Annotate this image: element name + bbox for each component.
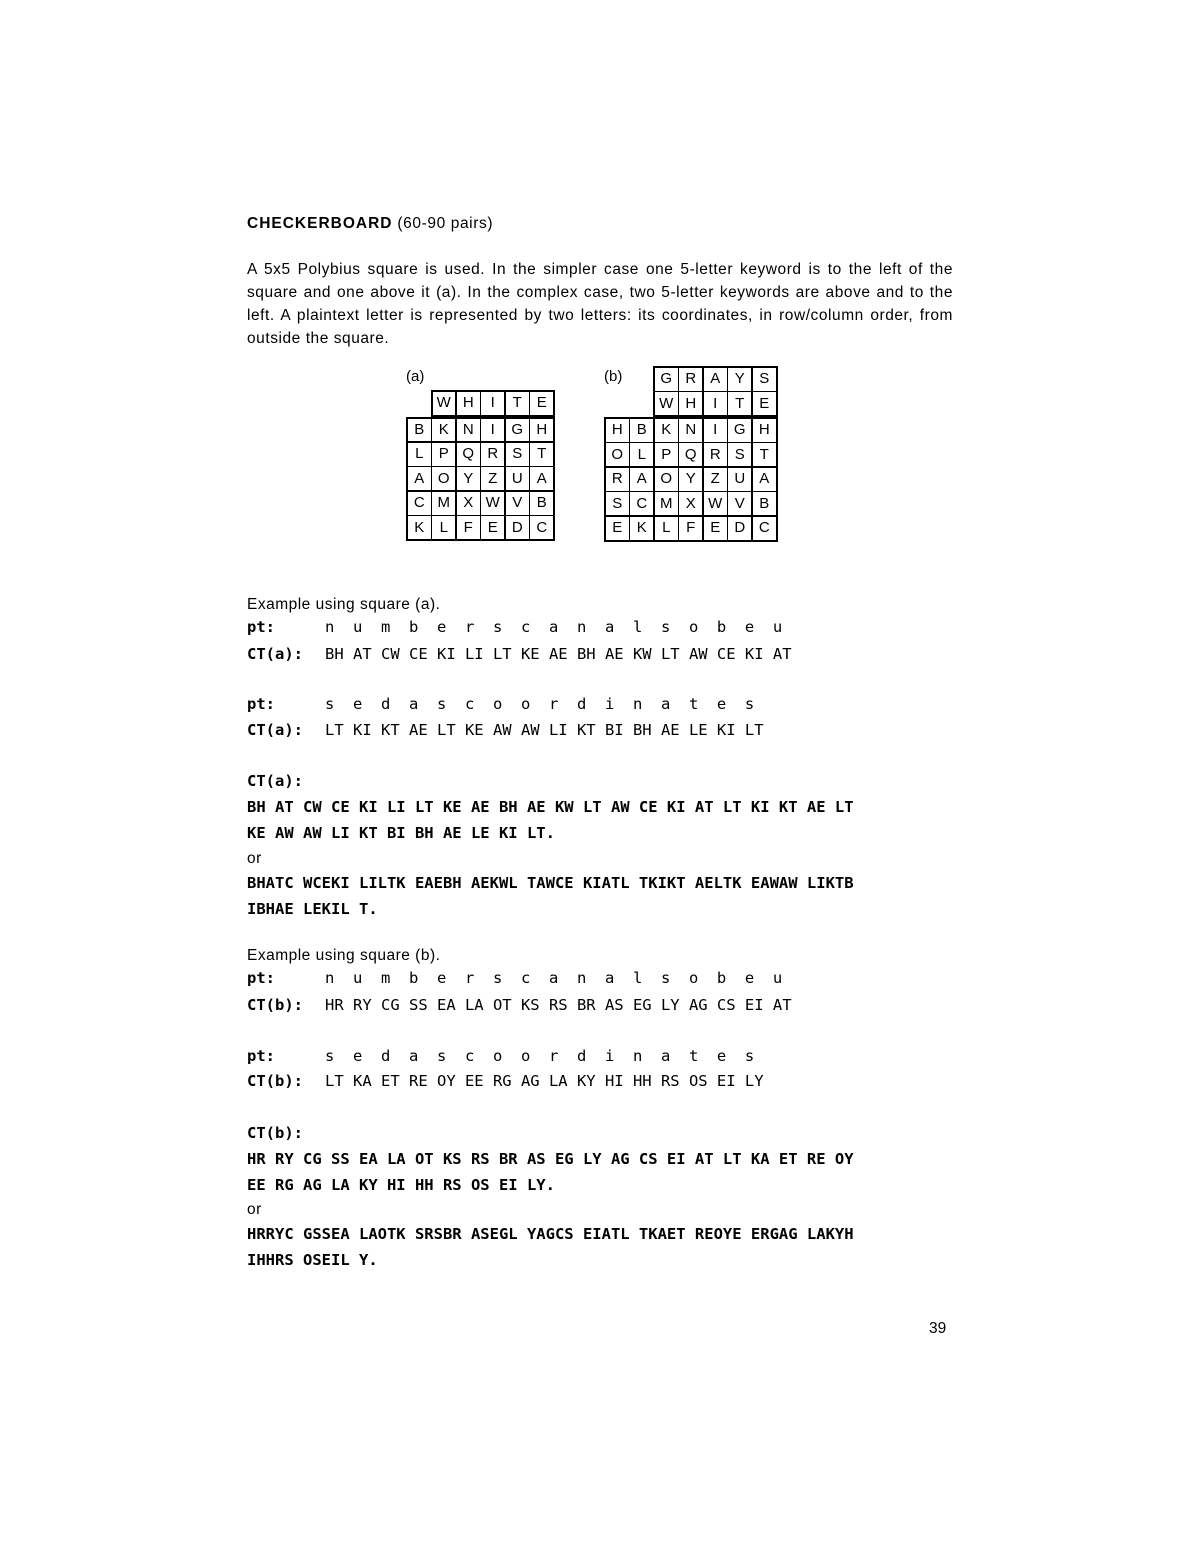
pt-label: pt: — [247, 695, 275, 713]
grid-letter: S — [512, 445, 523, 462]
ciphertext-line: LT KI KT AE LT KE AW AW LI KT BI BH AE LE KI LT — [325, 721, 764, 739]
grid-letter: D — [734, 519, 746, 536]
grid-letter: N — [685, 421, 697, 438]
grid-letter: B — [759, 494, 770, 512]
plaintext-line: s e d a s c o o r d i n a t e s — [325, 1047, 755, 1065]
grid-letter: C — [758, 519, 770, 536]
grid-letter: L — [439, 518, 448, 536]
plaintext-line: s e d a s c o o r d i n a t e s — [325, 695, 755, 713]
grid-letter: R — [709, 445, 721, 463]
side-key-letter: C — [413, 494, 425, 511]
top-key-letter: R — [685, 370, 697, 387]
side-key-letter: A — [414, 469, 425, 487]
grid-letter: E — [487, 518, 498, 536]
example-b-intro: Example using square (b). — [247, 947, 441, 964]
example-a-or: or — [247, 850, 262, 867]
top-key-letter: S — [759, 370, 770, 387]
heading-subtitle: (60-90 pairs) — [397, 215, 494, 232]
example-a-ct-full-2: KE AW AW LI KT BI BH AE LE KI LT. — [247, 824, 555, 842]
top-key-letter: Y — [734, 370, 745, 387]
grid-letter: M — [660, 494, 673, 512]
grid-letter: K — [661, 421, 672, 438]
intro-paragraph: A 5x5 Polybius square is used. In the simpler case one 5-letter keyword is to the left of the square and one above it (a). In the complex case, two 5-letter keywords are above and to the left. A plaintext letter is represented by two letters: its coordinates, in row/column order, from outside the square. — [247, 261, 953, 347]
example-b-grouped-1: HRRYC GSSEA LAOTK SRSBR ASEGL YAGCS EIATL TKAET REOYE ERGAG LAKYH — [247, 1225, 854, 1243]
example-a-intro: Example using square (a). — [247, 596, 441, 613]
side-key-letter: A — [636, 470, 647, 487]
top-key-letter: W — [659, 394, 674, 412]
grid-letter: I — [490, 420, 495, 438]
example-a-ct-full-1: BH AT CW CE KI LI LT KE AE BH AE KW LT AW CE KI AT LT KI KT AE LT — [247, 798, 854, 816]
grid-letter: X — [463, 494, 474, 511]
top-key-letter: A — [710, 370, 721, 387]
grid-letter: G — [511, 420, 524, 438]
square-a-label: (a) — [406, 368, 425, 385]
page-number: 39 — [929, 1320, 947, 1337]
grid-letter: I — [713, 421, 718, 438]
grid-letter: S — [734, 445, 745, 463]
top-key-letter: I — [713, 394, 718, 412]
side-key-letter: B — [414, 420, 425, 438]
grid-letter: N — [462, 420, 474, 438]
example-a-pt-row-1 — [247, 616, 782, 638]
example-b-ct-row-2 — [247, 1070, 764, 1092]
grid-letter: L — [662, 519, 671, 536]
grid-letter: R — [487, 445, 499, 462]
side-key-letter: L — [637, 445, 646, 463]
top-key-letter: W — [436, 394, 451, 411]
grid-letter: Q — [684, 445, 697, 463]
grid-letter: P — [661, 445, 672, 463]
grid-letter: D — [511, 518, 523, 536]
side-key-letter: E — [612, 519, 623, 536]
page-content — [247, 212, 953, 1269]
grid-letter: Z — [488, 469, 498, 487]
grid-letter: O — [437, 469, 450, 487]
grid-letter: U — [511, 469, 523, 487]
grid-letter: X — [685, 494, 696, 512]
grid-letter: T — [759, 445, 769, 463]
top-key-letter: H — [462, 394, 474, 411]
top-key-letter: I — [490, 394, 495, 411]
grid-letter: O — [660, 470, 673, 487]
side-key-letter: R — [611, 470, 623, 487]
example-b-grouped-2: IHHRS OSEIL Y. — [247, 1251, 378, 1269]
example-b-ct-header: CT(b): — [247, 1124, 303, 1142]
grid-letter: Z — [710, 470, 720, 487]
example-a-grouped-2: IBHAE LEKIL T. — [247, 900, 378, 918]
example-a-ct-row-2 — [247, 719, 764, 741]
top-key-letter: H — [685, 394, 697, 412]
example-b-ct-full-2: EE RG AG LA KY HI HH RS OS EI LY. — [247, 1176, 555, 1194]
grid-letter: Y — [463, 469, 474, 487]
ct-label: CT(a): — [247, 721, 303, 739]
example-b-ct-row-1 — [247, 994, 792, 1016]
grid-letter: A — [536, 469, 547, 487]
side-key-letter: O — [611, 445, 624, 463]
grid-letter: U — [734, 470, 746, 487]
grid-letter: H — [758, 421, 770, 438]
example-b-ct-full-1: HR RY CG SS EA LA OT KS RS BR AS EG LY AG CS EI AT LT KA ET RE OY — [247, 1150, 854, 1168]
example-a-ct-header: CT(a): — [247, 772, 303, 790]
polybius-squares — [247, 364, 953, 544]
grid-letter: M — [437, 494, 450, 511]
ciphertext-line: LT KA ET RE OY EE RG AG LA KY HI HH RS OS EI LY — [325, 1072, 764, 1090]
ciphertext-line: BH AT CW CE KI LI LT KE AE BH AE KW LT AW CE KI AT — [325, 645, 792, 663]
top-key-letter: E — [536, 394, 547, 411]
grid-letter: F — [686, 519, 696, 536]
side-key-letter: C — [636, 494, 648, 512]
grid-letter: W — [708, 494, 723, 512]
top-key-letter: T — [512, 394, 522, 411]
top-key-letter: G — [660, 370, 673, 387]
side-key-letter: H — [611, 421, 623, 438]
plaintext-line: n u m b e r s c a n a l s o b e u — [325, 969, 783, 987]
grid-letter: H — [536, 420, 548, 438]
side-key-letter: K — [414, 518, 425, 536]
example-a-pt-row-2 — [247, 693, 754, 715]
plaintext-line: n u m b e r s c a n a l s o b e u — [325, 618, 783, 636]
ct-label: CT(b): — [247, 996, 303, 1014]
grid-letter: T — [537, 445, 547, 462]
example-b-or: or — [247, 1201, 262, 1218]
example-a-ct-row-1 — [247, 643, 792, 665]
grid-letter: K — [438, 420, 449, 438]
grid-letter: G — [733, 421, 746, 438]
grid-letter: F — [463, 518, 473, 536]
grid-letter: V — [734, 494, 745, 512]
side-key-letter: S — [612, 494, 623, 512]
grid-letter: E — [710, 519, 721, 536]
side-key-letter: K — [636, 519, 647, 536]
square-b-label: (b) — [604, 368, 623, 385]
grid-letter: Y — [685, 470, 696, 487]
heading-title: CHECKERBOARD — [247, 215, 393, 232]
top-key-letter: T — [735, 394, 745, 412]
grid-letter: V — [512, 494, 523, 511]
grid-letter: Q — [462, 445, 475, 462]
pt-label: pt: — [247, 618, 275, 636]
ciphertext-line: HR RY CG SS EA LA OT KS RS BR AS EG LY AG CS EI AT — [325, 996, 792, 1014]
grid-letter: C — [536, 518, 548, 536]
example-b-pt-row-2 — [247, 1045, 754, 1067]
example-a-grouped-1: BHATC WCEKI LILTK EAEBH AEKWL TAWCE KIATL TKIKT AELTK EAWAW LIKTB — [247, 874, 854, 892]
side-key-letter: B — [636, 421, 647, 438]
grid-letter: B — [536, 494, 547, 511]
example-b-pt-row-1 — [247, 967, 782, 989]
section-heading — [247, 212, 953, 236]
top-key-letter: E — [759, 394, 770, 412]
ct-label: CT(b): — [247, 1072, 303, 1090]
pt-label: pt: — [247, 969, 275, 987]
pt-label: pt: — [247, 1047, 275, 1065]
side-key-letter: L — [415, 445, 424, 462]
grid-letter: A — [759, 470, 770, 487]
grid-letter: P — [438, 445, 449, 462]
ct-label: CT(a): — [247, 645, 303, 663]
grid-letter: W — [485, 494, 500, 511]
